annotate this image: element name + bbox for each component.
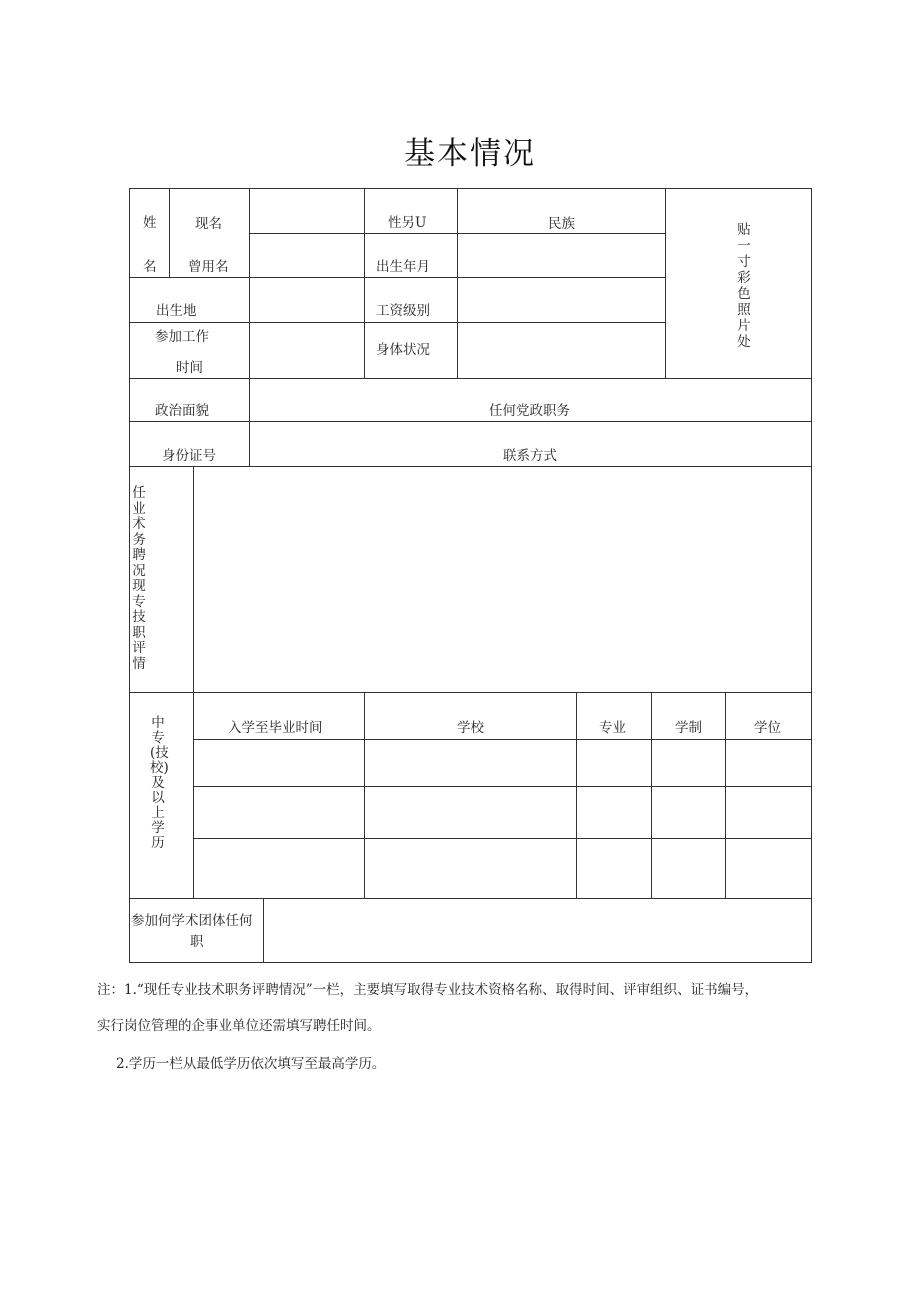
label-title-assessment: 任业术务聘况现专技职评情 [132, 485, 146, 672]
label-name-char1: 姓 [143, 215, 157, 231]
work-start-field[interactable] [250, 323, 364, 378]
col-line [169, 188, 170, 277]
note-line2: 实行岗位管理的企事业单位还需填写聘任时间。 [97, 1018, 381, 1034]
photo-area[interactable] [666, 189, 811, 378]
header-edu-length: 学制 [675, 720, 702, 736]
row-line [193, 786, 811, 787]
label-photo: 贴一寸彩色照片处 [737, 222, 751, 350]
label-ethnicity: 民族 [548, 216, 575, 232]
row-line [129, 378, 811, 379]
col-line [576, 692, 577, 898]
label-gender: 性另U [388, 215, 427, 231]
col-line [725, 692, 726, 898]
salary-grade-field[interactable] [458, 278, 665, 322]
header-edu-period: 入学至毕业时间 [228, 720, 323, 736]
label-name-char2: 名 [143, 259, 157, 275]
birthplace-field[interactable] [250, 278, 364, 322]
label-salary-grade: 工资级别 [376, 303, 430, 319]
label-birth-date: 出生年月 [376, 259, 430, 275]
label-academic-org-line1: 参加何学术团体任何 [131, 913, 253, 929]
label-former-name: 曾用名 [188, 259, 229, 275]
ethnicity-field[interactable] [582, 189, 665, 233]
note-line3: 2.学历一栏从最低学历依次填写至最高学历。 [116, 1056, 386, 1072]
row-line [193, 739, 811, 740]
label-contact: 联系方式 [503, 448, 557, 464]
header-edu-major: 专业 [599, 720, 626, 736]
table-border-right [811, 188, 812, 963]
current-name-field[interactable] [250, 189, 364, 233]
label-birthplace: 出生地 [156, 303, 197, 319]
label-party-post: 任何党政职务 [489, 403, 570, 419]
table-border-bottom [129, 962, 811, 963]
col-line [364, 692, 365, 898]
table-border-left [129, 188, 130, 963]
header-edu-school: 学校 [457, 720, 484, 736]
col-line [651, 692, 652, 898]
note-line1: 注：1.“现任专业技术职务评聘情况”一栏，主要填写取得专业技术资格名称、取得时间、评审组织、证书编号， [97, 982, 759, 998]
page-title: 基本情况 [404, 136, 536, 172]
row-line [129, 692, 811, 693]
label-academic-org-line2: 职 [190, 934, 204, 950]
academic-org-field[interactable] [264, 899, 811, 962]
label-id-number: 身份证号 [162, 448, 216, 464]
label-health: 身体状况 [376, 342, 430, 358]
label-political-status: 政治面貌 [155, 403, 209, 419]
label-work-start-line2: 时间 [176, 360, 203, 376]
birth-date-field[interactable] [458, 234, 665, 277]
header-edu-degree: 学位 [754, 720, 781, 736]
row-line [129, 421, 811, 422]
health-field[interactable] [458, 323, 665, 378]
title-assessment-field[interactable] [194, 467, 811, 692]
former-name-field[interactable] [250, 234, 364, 277]
col-line [364, 188, 365, 378]
row-line [193, 838, 811, 839]
label-current-name: 现名 [195, 216, 222, 232]
label-work-start-line1: 参加工作 [155, 329, 209, 345]
label-education: 中专(技校)及以上学历 [150, 715, 169, 851]
